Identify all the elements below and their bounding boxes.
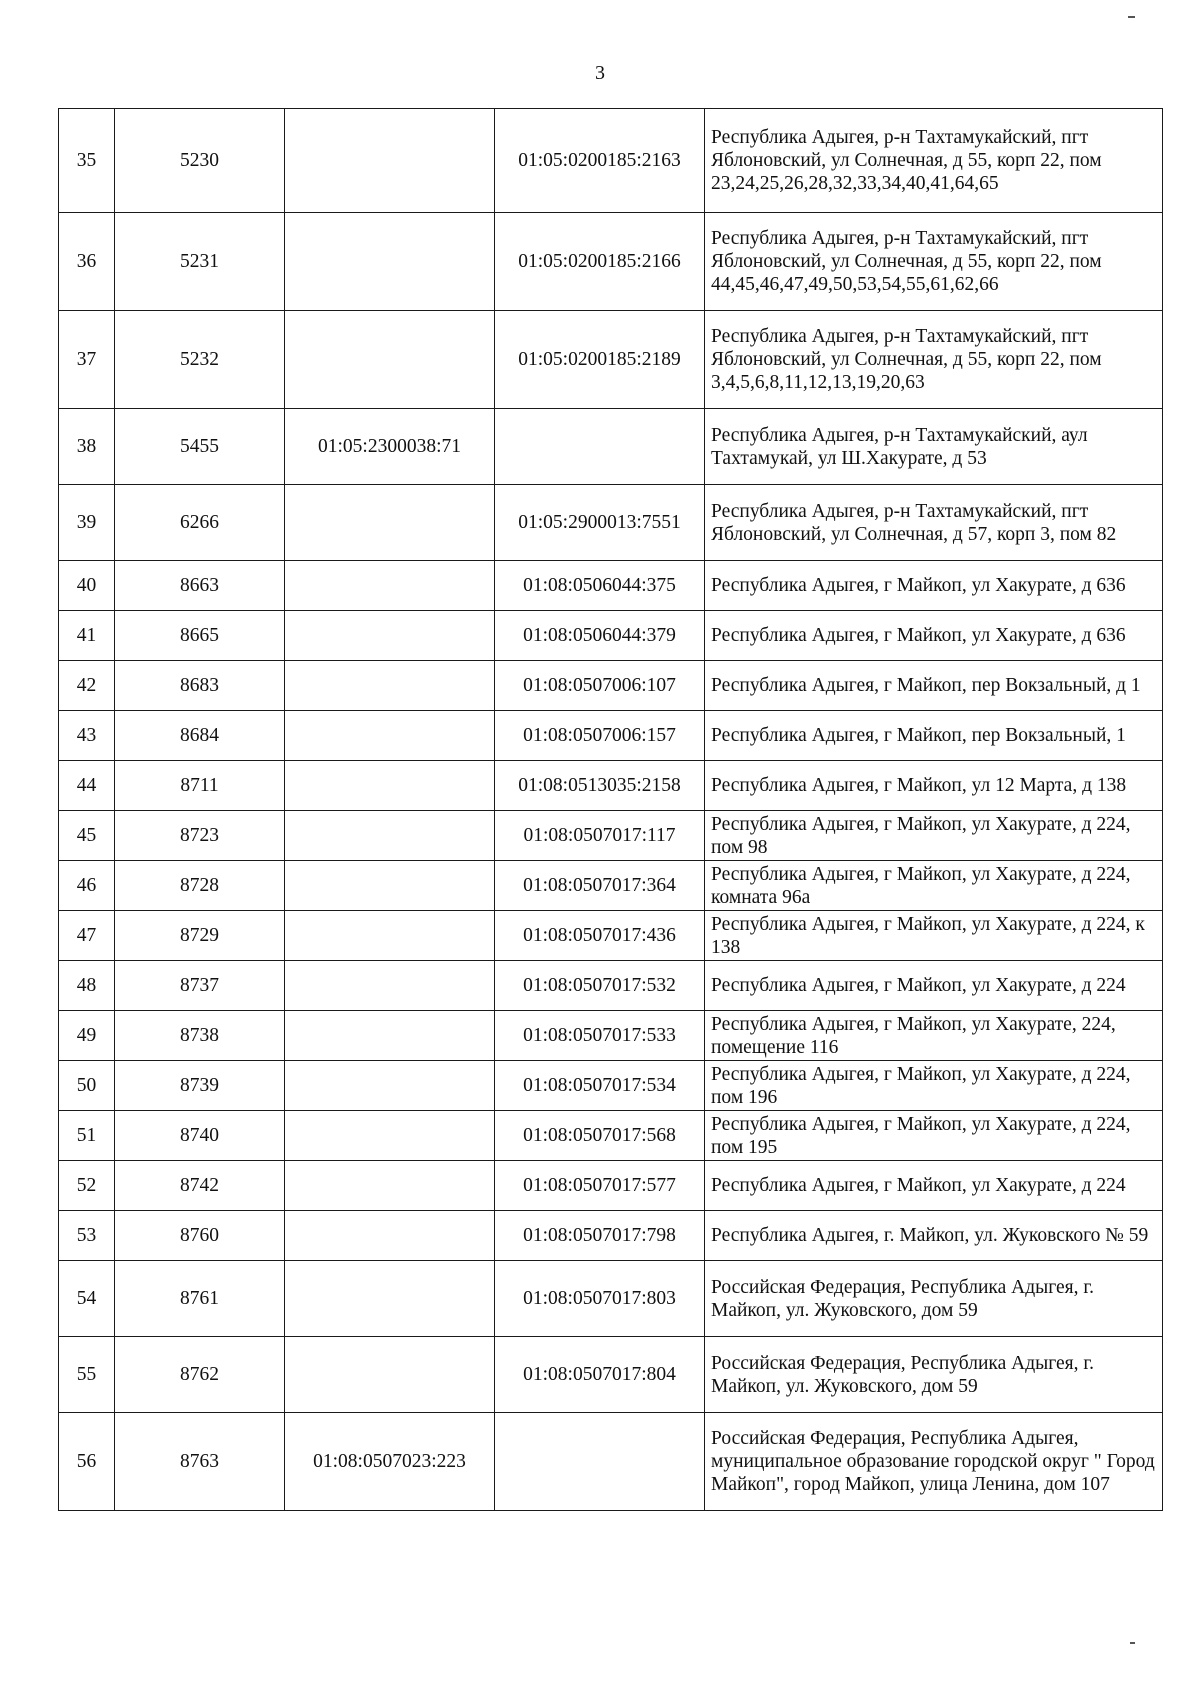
scan-speck	[1128, 16, 1135, 18]
property-registry-table	[58, 108, 1163, 1511]
land-cadastral-number-cell	[285, 1111, 495, 1161]
row-number-cell: 37	[59, 311, 115, 409]
table-row	[59, 611, 1163, 661]
address-cell: Республика Адыгея, р-н Тахтамукайский, пгт Яблоновский, ул Солнечная, д 55, корп 22, пом 44,45,46,47,49,50,53,54,55,61,62,66	[705, 213, 1163, 311]
table-row	[59, 213, 1163, 311]
object-code-cell: 8740	[115, 1111, 285, 1161]
address-cell: Республика Адыгея, г Майкоп, ул Хакурате, д 636	[705, 561, 1163, 611]
object-code-cell: 8663	[115, 561, 285, 611]
table-row	[59, 1011, 1163, 1061]
land-cadastral-number-cell	[285, 911, 495, 961]
table-row	[59, 311, 1163, 409]
object-code-cell: 8684	[115, 711, 285, 761]
row-number-cell: 44	[59, 761, 115, 811]
table-row	[59, 961, 1163, 1011]
address-cell: Республика Адыгея, г Майкоп, ул Хакурате, 224, помещение 116	[705, 1011, 1163, 1061]
address-cell: Республика Адыгея, г Майкоп, ул Хакурате, д 224, к 138	[705, 911, 1163, 961]
address-cell: Республика Адыгея, р-н Тахтамукайский, пгт Яблоновский, ул Солнечная, д 57, корп 3, пом 82	[705, 485, 1163, 561]
premises-cadastral-number-cell	[495, 1413, 705, 1511]
address-cell: Республика Адыгея, г Майкоп, ул Хакурате, д 224, пом 196	[705, 1061, 1163, 1111]
premises-cadastral-number-cell	[495, 409, 705, 485]
land-cadastral-number-cell	[285, 1161, 495, 1211]
row-number-cell: 39	[59, 485, 115, 561]
table-row	[59, 109, 1163, 213]
registry-table-body	[59, 109, 1163, 1511]
address-cell: Республика Адыгея, г Майкоп, ул Хакурате, д 224	[705, 961, 1163, 1011]
object-code-cell: 8760	[115, 1211, 285, 1261]
land-cadastral-number-cell	[285, 611, 495, 661]
object-code-cell: 5455	[115, 409, 285, 485]
row-number-cell: 40	[59, 561, 115, 611]
address-cell: Республика Адыгея, г. Майкоп, ул. Жуковского № 59	[705, 1211, 1163, 1261]
object-code-cell: 8729	[115, 911, 285, 961]
object-code-cell: 8683	[115, 661, 285, 711]
address-cell: Республика Адыгея, г Майкоп, ул Хакурате, д 224	[705, 1161, 1163, 1211]
premises-cadastral-number-cell: 01:05:0200185:2166	[495, 213, 705, 311]
row-number-cell: 56	[59, 1413, 115, 1511]
premises-cadastral-number-cell: 01:05:2900013:7551	[495, 485, 705, 561]
address-cell: Республика Адыгея, р-н Тахтамукайский, пгт Яблоновский, ул Солнечная, д 55, корп 22, пом 23,24,25,26,28,32,33,34,40,41,64,65	[705, 109, 1163, 213]
table-row	[59, 561, 1163, 611]
land-cadastral-number-cell	[285, 711, 495, 761]
premises-cadastral-number-cell: 01:05:0200185:2189	[495, 311, 705, 409]
page-number: 3	[595, 62, 605, 84]
address-cell: Республика Адыгея, г Майкоп, ул Хакурате, д 636	[705, 611, 1163, 661]
row-number-cell: 46	[59, 861, 115, 911]
object-code-cell: 5231	[115, 213, 285, 311]
address-cell: Республика Адыгея, г Майкоп, ул Хакурате, д 224, пом 195	[705, 1111, 1163, 1161]
premises-cadastral-number-cell: 01:08:0506044:379	[495, 611, 705, 661]
object-code-cell: 8665	[115, 611, 285, 661]
object-code-cell: 8763	[115, 1413, 285, 1511]
premises-cadastral-number-cell: 01:05:0200185:2163	[495, 109, 705, 213]
premises-cadastral-number-cell: 01:08:0507017:117	[495, 811, 705, 861]
land-cadastral-number-cell	[285, 661, 495, 711]
address-cell: Республика Адыгея, г Майкоп, пер Вокзальный, д 1	[705, 661, 1163, 711]
land-cadastral-number-cell	[285, 1011, 495, 1061]
land-cadastral-number-cell	[285, 311, 495, 409]
table-row	[59, 1211, 1163, 1261]
land-cadastral-number-cell	[285, 961, 495, 1011]
address-cell: Республика Адыгея, г Майкоп, ул Хакурате, д 224, комната 96а	[705, 861, 1163, 911]
land-cadastral-number-cell	[285, 1337, 495, 1413]
land-cadastral-number-cell	[285, 1061, 495, 1111]
land-cadastral-number-cell: 01:08:0507023:223	[285, 1413, 495, 1511]
land-cadastral-number-cell	[285, 109, 495, 213]
object-code-cell: 8742	[115, 1161, 285, 1211]
row-number-cell: 48	[59, 961, 115, 1011]
address-cell: Республика Адыгея, г Майкоп, ул Хакурате, д 224, пом 98	[705, 811, 1163, 861]
row-number-cell: 42	[59, 661, 115, 711]
premises-cadastral-number-cell: 01:08:0507017:534	[495, 1061, 705, 1111]
row-number-cell: 35	[59, 109, 115, 213]
object-code-cell: 8762	[115, 1337, 285, 1413]
table-row	[59, 711, 1163, 761]
premises-cadastral-number-cell: 01:08:0507017:533	[495, 1011, 705, 1061]
object-code-cell: 8739	[115, 1061, 285, 1111]
land-cadastral-number-cell	[285, 761, 495, 811]
object-code-cell: 8761	[115, 1261, 285, 1337]
row-number-cell: 41	[59, 611, 115, 661]
row-number-cell: 51	[59, 1111, 115, 1161]
row-number-cell: 55	[59, 1337, 115, 1413]
address-cell: Российская Федерация, Республика Адыгея, муниципальное образование городской округ " Город Майкоп", город Майкоп, улица Ленина, дом 107	[705, 1413, 1163, 1511]
address-cell: Республика Адыгея, р-н Тахтамукайский, аул Тахтамукай, ул Ш.Хакурате, д 53	[705, 409, 1163, 485]
premises-cadastral-number-cell: 01:08:0507017:577	[495, 1161, 705, 1211]
row-number-cell: 45	[59, 811, 115, 861]
premises-cadastral-number-cell: 01:08:0507017:436	[495, 911, 705, 961]
premises-cadastral-number-cell: 01:08:0507017:364	[495, 861, 705, 911]
premises-cadastral-number-cell: 01:08:0507017:532	[495, 961, 705, 1011]
table-row	[59, 485, 1163, 561]
object-code-cell: 5232	[115, 311, 285, 409]
row-number-cell: 53	[59, 1211, 115, 1261]
object-code-cell: 5230	[115, 109, 285, 213]
premises-cadastral-number-cell: 01:08:0507017:804	[495, 1337, 705, 1413]
table-row	[59, 1161, 1163, 1211]
object-code-cell: 8738	[115, 1011, 285, 1061]
table-row	[59, 911, 1163, 961]
land-cadastral-number-cell	[285, 811, 495, 861]
table-row	[59, 1111, 1163, 1161]
object-code-cell: 8723	[115, 811, 285, 861]
object-code-cell: 8737	[115, 961, 285, 1011]
land-cadastral-number-cell	[285, 861, 495, 911]
premises-cadastral-number-cell: 01:08:0507006:157	[495, 711, 705, 761]
premises-cadastral-number-cell: 01:08:0507017:568	[495, 1111, 705, 1161]
premises-cadastral-number-cell: 01:08:0507006:107	[495, 661, 705, 711]
row-number-cell: 36	[59, 213, 115, 311]
land-cadastral-number-cell	[285, 1261, 495, 1337]
land-cadastral-number-cell	[285, 1211, 495, 1261]
land-cadastral-number-cell	[285, 561, 495, 611]
address-cell: Российская Федерация, Республика Адыгея, г. Майкоп, ул. Жуковского, дом 59	[705, 1337, 1163, 1413]
address-cell: Республика Адыгея, г Майкоп, ул 12 Марта, д 138	[705, 761, 1163, 811]
land-cadastral-number-cell	[285, 485, 495, 561]
row-number-cell: 54	[59, 1261, 115, 1337]
address-cell: Республика Адыгея, г Майкоп, пер Вокзальный, 1	[705, 711, 1163, 761]
table-row	[59, 1413, 1163, 1511]
land-cadastral-number-cell	[285, 213, 495, 311]
address-cell: Республика Адыгея, р-н Тахтамукайский, пгт Яблоновский, ул Солнечная, д 55, корп 22, пом 3,4,5,6,8,11,12,13,19,20,63	[705, 311, 1163, 409]
row-number-cell: 43	[59, 711, 115, 761]
scan-speck	[1130, 1642, 1135, 1644]
table-row	[59, 409, 1163, 485]
table-row	[59, 861, 1163, 911]
table-row	[59, 1261, 1163, 1337]
table-row	[59, 1061, 1163, 1111]
row-number-cell: 47	[59, 911, 115, 961]
object-code-cell: 8711	[115, 761, 285, 811]
row-number-cell: 38	[59, 409, 115, 485]
row-number-cell: 52	[59, 1161, 115, 1211]
premises-cadastral-number-cell: 01:08:0506044:375	[495, 561, 705, 611]
table-row	[59, 1337, 1163, 1413]
table-row	[59, 811, 1163, 861]
row-number-cell: 49	[59, 1011, 115, 1061]
row-number-cell: 50	[59, 1061, 115, 1111]
object-code-cell: 8728	[115, 861, 285, 911]
premises-cadastral-number-cell: 01:08:0513035:2158	[495, 761, 705, 811]
land-cadastral-number-cell: 01:05:2300038:71	[285, 409, 495, 485]
premises-cadastral-number-cell: 01:08:0507017:803	[495, 1261, 705, 1337]
premises-cadastral-number-cell: 01:08:0507017:798	[495, 1211, 705, 1261]
table-row	[59, 761, 1163, 811]
object-code-cell: 6266	[115, 485, 285, 561]
table-row	[59, 661, 1163, 711]
address-cell: Российская Федерация, Республика Адыгея, г. Майкоп, ул. Жуковского, дом 59	[705, 1261, 1163, 1337]
